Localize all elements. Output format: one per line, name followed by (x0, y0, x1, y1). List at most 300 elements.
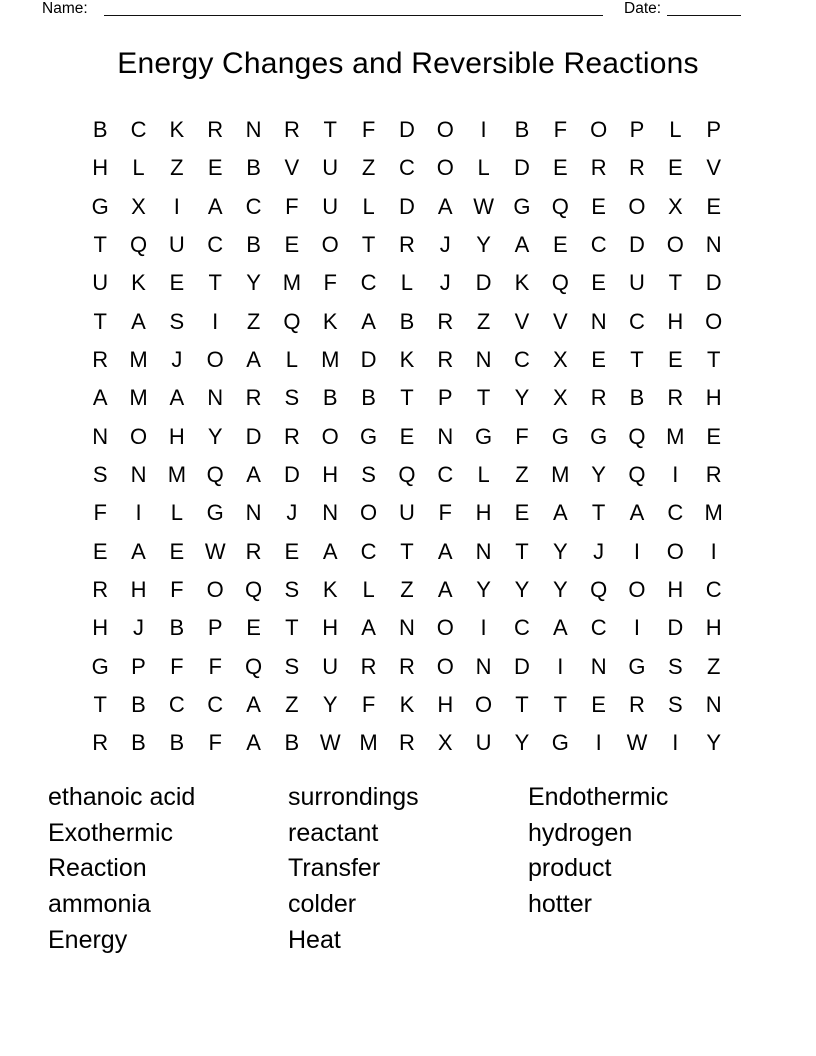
grid-cell: G (551, 423, 569, 449)
grid-cell: C (514, 347, 530, 373)
grid-cell: G (360, 423, 378, 449)
grid-cell: O (436, 155, 454, 181)
grid-cell: J (171, 347, 183, 373)
worksheet-title: Energy Changes and Reversible Reactions (117, 47, 699, 80)
grid-cell: E (207, 155, 223, 181)
grid-cell: T (706, 347, 721, 373)
grid-cell: Z (285, 691, 299, 717)
grid-cell: T (668, 270, 683, 296)
grid-cell: F (515, 423, 529, 449)
grid-cell: J (593, 538, 605, 564)
grid-cell: N (92, 423, 109, 449)
grid-cell: D (629, 232, 645, 258)
grid-cell: A (131, 308, 146, 334)
grid-cell: M (666, 423, 685, 449)
grid-cell: O (436, 615, 454, 641)
grid-cell: O (436, 653, 454, 679)
grid-cell: F (93, 500, 107, 526)
word-list-item: colder (288, 890, 357, 919)
grid-cell: I (173, 193, 180, 219)
grid-cell: D (667, 615, 684, 641)
grid-cell: Y (514, 730, 530, 756)
grid-cell: W (626, 730, 648, 756)
grid-cell: C (705, 576, 722, 602)
grid-cell: R (245, 538, 262, 564)
grid-cell: R (398, 653, 415, 679)
grid-cell: H (322, 615, 339, 641)
word-list-item: Energy (48, 925, 128, 954)
grid-cell: Y (322, 691, 338, 717)
grid-cell: D (398, 117, 415, 143)
grid-cell: N (475, 347, 492, 373)
grid-cell: F (208, 653, 222, 679)
grid-cell: L (285, 347, 299, 373)
grid-cell: J (133, 615, 145, 641)
grid-cell: U (629, 270, 645, 296)
grid-cell: N (705, 232, 722, 258)
grid-cell: T (93, 232, 107, 258)
grid-cell: V (514, 308, 530, 334)
grid-cell: W (473, 193, 494, 219)
grid-cell: J (439, 232, 451, 258)
grid-cell: S (284, 653, 300, 679)
grid-cell: X (437, 730, 453, 756)
grid-cell: R (590, 385, 607, 411)
grid-cell: L (132, 155, 145, 181)
grid-cell: E (92, 538, 108, 564)
grid-cell: Z (246, 308, 261, 334)
grid-cell: Q (244, 653, 263, 679)
grid-cell: Q (206, 461, 224, 487)
grid-cell: J (286, 500, 298, 526)
grid-cell: V (284, 155, 300, 181)
grid-cell: R (92, 576, 109, 602)
grid-cell: E (552, 232, 568, 258)
grid-cell: R (629, 691, 645, 717)
grid-cell: V (706, 155, 722, 181)
grid-cell: A (437, 538, 453, 564)
grid-cell: J (439, 270, 451, 296)
grid-cell: I (480, 615, 487, 641)
grid-cell: E (591, 270, 606, 296)
grid-cell: K (322, 576, 338, 602)
grid-cell: C (360, 270, 377, 296)
grid-cell: Q (551, 193, 569, 219)
grid-cell: C (168, 691, 185, 717)
grid-cell: O (628, 193, 646, 219)
grid-cell: T (93, 691, 107, 717)
grid-cell: C (590, 232, 607, 258)
grid-cell: U (398, 500, 415, 526)
grid-cell: R (705, 461, 722, 487)
grid-cell: H (705, 615, 722, 641)
grid-cell: R (207, 117, 224, 143)
word-list-item: ammonia (48, 890, 151, 919)
grid-cell: F (553, 117, 568, 143)
grid-cell: M (551, 461, 570, 487)
grid-cell: L (400, 270, 414, 296)
grid-cell: B (246, 155, 261, 181)
grid-cell: O (436, 117, 454, 143)
name-label: Name: (42, 0, 88, 17)
grid-cell: I (135, 500, 142, 526)
grid-cell: D (705, 270, 722, 296)
grid-cell: T (515, 538, 529, 564)
grid-cell: I (633, 615, 641, 641)
grid-cell: R (398, 232, 415, 258)
grid-cell: G (91, 193, 109, 219)
grid-cell: Q (628, 461, 646, 487)
grid-cell: Z (170, 155, 184, 181)
grid-cell: Y (514, 576, 530, 602)
grid-cell: Q (398, 461, 416, 487)
grid-cell: R (437, 347, 454, 373)
grid-cell: D (245, 423, 262, 449)
grid-cell: D (398, 193, 415, 219)
grid-cell: I (710, 538, 717, 564)
grid-cell: A (246, 347, 261, 373)
grid-cell: H (437, 691, 454, 717)
word-search-grid (81, 111, 733, 762)
grid-cell: T (591, 500, 606, 526)
grid-cell: Z (400, 576, 414, 602)
grid-cell: Q (129, 232, 148, 258)
grid-cell: F (170, 653, 184, 679)
grid-cell: Z (706, 653, 721, 679)
grid-cell: U (322, 155, 339, 181)
grid-cell: F (285, 193, 299, 219)
grid-cell: N (475, 653, 492, 679)
grid-cell: Y (552, 538, 568, 564)
grid-cell: K (514, 270, 530, 296)
word-list-item: Exothermic (48, 818, 174, 847)
grid-cell: B (514, 117, 530, 143)
grid-cell: R (283, 117, 300, 143)
grid-cell: I (672, 461, 679, 487)
grid-cell: A (629, 500, 645, 526)
grid-cell: Y (246, 270, 261, 296)
grid-cell: E (706, 423, 722, 449)
grid-cell: M (321, 347, 340, 373)
grid-cell: M (359, 730, 378, 756)
grid-cell: Q (551, 270, 569, 296)
grid-cell: X (667, 193, 683, 219)
grid-cell: D (360, 347, 377, 373)
grid-cell: S (361, 461, 376, 487)
grid-cell: Z (476, 308, 491, 334)
grid-cell: E (591, 193, 606, 219)
grid-cell: N (130, 461, 147, 487)
grid-cell: A (246, 461, 261, 487)
grid-cell: F (323, 270, 337, 296)
grid-cell: M (129, 347, 148, 373)
grid-cell: B (131, 730, 146, 756)
grid-cell: P (629, 117, 645, 143)
grid-cell: B (399, 308, 415, 334)
grid-cell: R (360, 653, 377, 679)
grid-cell: R (590, 155, 607, 181)
grid-cell: O (129, 423, 148, 449)
grid-cell: P (207, 615, 223, 641)
grid-cell: I (480, 117, 487, 143)
grid-cell: E (706, 193, 722, 219)
grid-cell: C (207, 232, 224, 258)
grid-cell: H (667, 308, 684, 334)
grid-cell: L (477, 155, 490, 181)
grid-cell: U (168, 232, 185, 258)
grid-cell: C (207, 691, 224, 717)
grid-cell: Q (628, 423, 646, 449)
word-list-column (288, 780, 419, 959)
grid-cell: O (321, 232, 339, 258)
grid-cell: E (667, 347, 683, 373)
grid-cell: O (628, 576, 646, 602)
grid-cell: N (475, 538, 492, 564)
grid-cell: Y (207, 423, 223, 449)
grid-cell: E (399, 423, 415, 449)
grid-cell: Y (476, 232, 491, 258)
grid-cell: R (667, 385, 684, 411)
grid-cell: U (322, 653, 339, 679)
grid-cell: H (168, 423, 185, 449)
grid-cell: E (667, 155, 683, 181)
grid-cell: E (169, 270, 185, 296)
grid-cell: Q (590, 576, 608, 602)
grid-cell: A (169, 385, 185, 411)
grid-cell: C (667, 500, 684, 526)
grid-cell: I (557, 653, 564, 679)
word-list-column (48, 780, 195, 959)
grid-cell: Y (476, 576, 491, 602)
grid-cell: D (514, 653, 530, 679)
grid-cell: B (131, 691, 146, 717)
grid-cell: A (361, 615, 376, 641)
grid-cell: T (476, 385, 491, 411)
grid-cell: Z (515, 461, 529, 487)
grid-cell: G (513, 193, 531, 219)
grid-cell: O (590, 117, 608, 143)
grid-cell: S (92, 461, 108, 487)
grid-cell: Z (361, 155, 376, 181)
grid-cell: A (246, 730, 261, 756)
grid-cell: O (666, 538, 684, 564)
grid-cell: C (398, 155, 415, 181)
grid-cell: D (475, 270, 492, 296)
grid-cell: L (477, 461, 490, 487)
grid-cell: T (93, 308, 107, 334)
grid-cell: N (322, 500, 339, 526)
name-blank-line (104, 15, 603, 16)
grid-cell: X (131, 193, 146, 219)
grid-cell: R (398, 730, 415, 756)
grid-cell: E (552, 155, 568, 181)
grid-cell: W (319, 730, 341, 756)
grid-cell: T (400, 538, 414, 564)
grid-cell: Y (552, 576, 568, 602)
grid-cell: Q (244, 576, 263, 602)
grid-cell: E (246, 615, 261, 641)
grid-cell: R (283, 423, 300, 449)
grid-cell: E (284, 232, 300, 258)
grid-cell: D (514, 155, 530, 181)
grid-cell: T (323, 117, 337, 143)
word-list-item: surrondings (288, 783, 419, 811)
grid-cell: C (590, 615, 607, 641)
grid-cell: Y (591, 461, 606, 487)
grid-cell: A (514, 232, 530, 258)
grid-cell: I (595, 730, 602, 756)
grid-cell: S (667, 653, 683, 679)
grid-cell: S (284, 576, 300, 602)
grid-cell: O (666, 232, 684, 258)
grid-cell: B (284, 730, 300, 756)
grid-cell: K (131, 270, 146, 296)
grid-cell: A (437, 576, 453, 602)
grid-cell: B (169, 730, 185, 756)
grid-cell: A (92, 385, 108, 411)
grid-cell: T (285, 615, 299, 641)
word-list-item: Endothermic (528, 783, 669, 811)
grid-cell: K (399, 691, 415, 717)
word-list-item: Heat (288, 925, 341, 954)
word-list-item: Transfer (288, 854, 381, 883)
grid-cell: N (207, 385, 224, 411)
grid-cell: N (398, 615, 415, 641)
grid-cell: R (245, 385, 262, 411)
grid-cell: N (705, 691, 722, 717)
word-list-item: Reaction (48, 854, 147, 883)
grid-cell: R (437, 308, 454, 334)
grid-cell: M (282, 270, 302, 296)
grid-cell: E (169, 538, 185, 564)
grid-cell: E (591, 347, 606, 373)
grid-cell: T (361, 232, 376, 258)
grid-cell: H (92, 615, 109, 641)
grid-cell: A (437, 193, 453, 219)
grid-cell: B (361, 385, 376, 411)
grid-cell: N (437, 423, 454, 449)
grid-cell: S (169, 308, 185, 334)
grid-cell: O (206, 347, 224, 373)
grid-cell: I (672, 730, 679, 756)
grid-cell: B (246, 232, 261, 258)
grid-cell: C (360, 538, 377, 564)
grid-cell: T (553, 691, 568, 717)
grid-cell: N (590, 308, 607, 334)
word-list-item: reactant (288, 818, 379, 847)
grid-cell: S (667, 691, 683, 717)
grid-cell: N (590, 653, 607, 679)
grid-cell: T (400, 385, 414, 411)
grid-cell: C (629, 308, 645, 334)
grid-cell: F (208, 730, 222, 756)
grid-cell: H (322, 461, 339, 487)
grid-cell: R (92, 347, 109, 373)
grid-cell: O (206, 576, 224, 602)
grid-cell: I (633, 538, 641, 564)
grid-cell: M (129, 385, 148, 411)
grid-cell: A (246, 691, 261, 717)
word-list-item: ethanoic acid (48, 783, 196, 811)
grid-cell: L (170, 500, 183, 526)
word-list-item: product (528, 854, 612, 883)
grid-cell: M (704, 500, 723, 526)
grid-cell: B (92, 117, 108, 143)
grid-cell: K (399, 347, 415, 373)
grid-cell: I (212, 308, 219, 334)
grid-cell: H (130, 576, 147, 602)
grid-cell: H (475, 500, 492, 526)
date-label: Date: (624, 0, 662, 17)
word-list-item: hotter (528, 890, 592, 919)
grid-cell: F (438, 500, 452, 526)
grid-cell: U (475, 730, 492, 756)
grid-cell: G (590, 423, 608, 449)
grid-cell: U (92, 270, 109, 296)
grid-cell: W (204, 538, 226, 564)
grid-cell: E (591, 691, 606, 717)
grid-cell: B (169, 615, 185, 641)
grid-cell: P (706, 117, 722, 143)
grid-cell: O (360, 500, 378, 526)
grid-cell: Y (706, 730, 722, 756)
grid-cell: L (362, 576, 375, 602)
grid-cell: R (629, 155, 645, 181)
grid-cell: T (630, 347, 644, 373)
grid-cell: O (705, 308, 723, 334)
grid-cell: G (91, 653, 109, 679)
grid-cell: A (322, 538, 338, 564)
grid-cell: G (551, 730, 569, 756)
grid-cell: F (361, 117, 376, 143)
grid-cell: R (92, 730, 109, 756)
grid-cell: B (629, 385, 645, 411)
grid-cell: F (170, 576, 184, 602)
grid-cell: M (167, 461, 187, 487)
grid-cell: A (552, 500, 568, 526)
grid-cell: A (552, 615, 568, 641)
word-list-item: hydrogen (528, 818, 633, 847)
grid-cell: N (245, 117, 262, 143)
grid-cell: Q (283, 308, 301, 334)
grid-cell: X (552, 347, 568, 373)
grid-cell: A (131, 538, 146, 564)
grid-cell: O (321, 423, 339, 449)
grid-cell: F (361, 691, 376, 717)
grid-cell: X (552, 385, 568, 411)
grid-cell: C (514, 615, 530, 641)
grid-cell: A (207, 193, 223, 219)
grid-cell: S (284, 385, 300, 411)
grid-cell: B (322, 385, 338, 411)
grid-cell: E (514, 500, 530, 526)
grid-cell: Y (514, 385, 530, 411)
grid-cell: L (669, 117, 682, 143)
grid-cell: K (322, 308, 338, 334)
grid-cell: G (206, 500, 224, 526)
grid-cell: L (362, 193, 375, 219)
word-list-column (528, 780, 668, 923)
grid-cell: H (667, 576, 684, 602)
grid-cell: T (208, 270, 222, 296)
grid-cell: H (92, 155, 109, 181)
date-blank-line (667, 15, 741, 16)
grid-cell: N (245, 500, 262, 526)
grid-cell: K (169, 117, 185, 143)
grid-cell: V (552, 308, 568, 334)
grid-cell: E (284, 538, 300, 564)
grid-cell: C (245, 193, 262, 219)
